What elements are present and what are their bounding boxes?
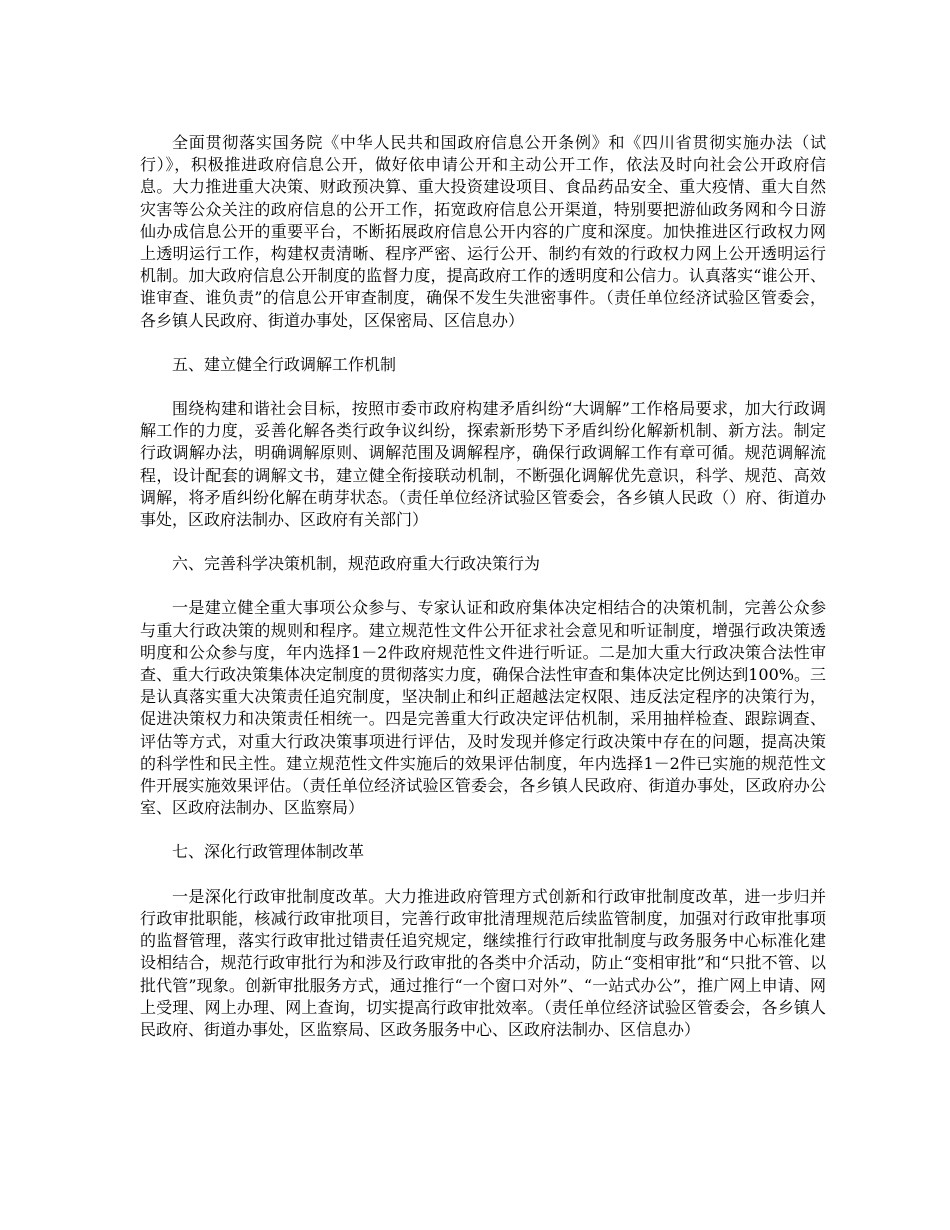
spacer <box>140 864 826 886</box>
paragraph-mediation: 围绕构建和谐社会目标，按照市委市政府构建矛盾纠纷“大调解”工作格局要求，加大行政调解工作的力度，妥善化解各类行政争议纠纷，探索新形势下矛盾纠纷化解新机制、新方法。制定行政调解办法，明确调解原则、调解范围及调解程序，确保行政调解工作有章可循。规范调解流程，设计配套的调解文书，建立健全衔接联动机制，不断强化调解优先意识，科学、规范、高效调解，将矛盾纠纷化解在萌芽状态。（责任单位经济试验区管委会，各乡镇人民政（）府、街道办事处，区政府法制办、区政府有关部门） <box>140 399 826 530</box>
spacer <box>140 376 826 398</box>
section-heading-5: 五、建立健全行政调解工作机制 <box>172 354 397 374</box>
spacer <box>140 332 826 354</box>
spacer <box>140 531 826 553</box>
section-heading-7: 七、深化行政管理体制改革 <box>172 842 365 862</box>
paragraph-admin-reform: 一是深化行政审批制度改革。大力推进政府管理方式创新和行政审批制度改革，进一步归并行政审批职能，核减行政审批项目，完善行政审批清理规范后续监管制度，加强对行政审批事项的监督管理，落实行政审批过错责任追究规定，继续推行行政审批制度与政务服务中心标准化建设相结合，规范行政审批行为和涉及行政审批的各类中介活动，防止“变相审批”和“只批不管、以批代管”现象。创新审批服务方式，通过推行“一个窗口对外”、“一站式办公”，推广网上申请、网上受理、网上办理、网上查询，切实提高行政审批效率。（责任单位经济试验区管委会，各乡镇人民政府、街道办事处，区监察局、区政务服务中心、区政府法制办、区信息办） <box>140 886 826 1039</box>
document-body <box>140 132 826 1041</box>
section-heading-6: 六、完善科学决策机制，规范政府重大行政决策行为 <box>172 554 541 574</box>
spacer <box>140 819 826 841</box>
spacer <box>140 575 826 597</box>
paragraph-info-disclosure: 全面贯彻落实国务院《中华人民共和国政府信息公开条例》和《四川省贯彻实施办法（试行）》，积极推进政府信息公开，做好依申请公开和主动公开工作，依法及时向社会公开政府信息。大力推进重大决策、财政预决算、重大投资建设项目、食品药品安全、重大疫情、重大自然灾害等公众关注的政府信息的公开工作，拓宽政府信息公开渠道，特别要把游仙政务网和今日游仙办成信息公开的重要平台，不断拓展政府信息公开内容的广度和深度。加快推进区行政权力网上透明运行工作，构建权责清晰、程序严密、运行公开、制约有效的行政权力网上公开透明运行机制。加大政府信息公开制度的监督力度，提高政府工作的透明度和公信力。认真落实“谁公开、谁审查、谁负责”的信息公开审查制度，确保不发生失泄密事件。（责任单位经济试验区管委会，各乡镇人民政府、街道办事处，区保密局、区信息办） <box>140 133 826 330</box>
paragraph-decision-making: 一是建立健全重大事项公众参与、专家认证和政府集体决定相结合的决策机制，完善公众参与重大行政决策的规则和程序。建立规范性文件公开征求社会意见和听证制度，增强行政决策透明度和公众参与度，年内选择1－2件政府规范性文件进行听证。二是加大重大行政决策合法性审查、重大行政决策集体决定制度的贯彻落实力度，确保合法性审查和集体决定比例达到100%。三是认真落实重大决策责任追究制度，坚决制止和纠正超越法定权限、违反法定程序的决策行为，促进决策权力和决策责任相统一。四是完善重大行政决定评估机制，采用抽样检查、跟踪调查、评估等方式，对重大行政决策事项进行评估，及时发现并修定行政决策中存在的问题，提高决策的科学性和民主性。建立规范性文件实施后的效果评估制度，年内选择1－2件已实施的规范性文件开展实施效果评估。（责任单位经济试验区管委会，各乡镇人民政府、街道办事处，区政府办公室、区政府法制办、区监察局） <box>140 598 826 818</box>
